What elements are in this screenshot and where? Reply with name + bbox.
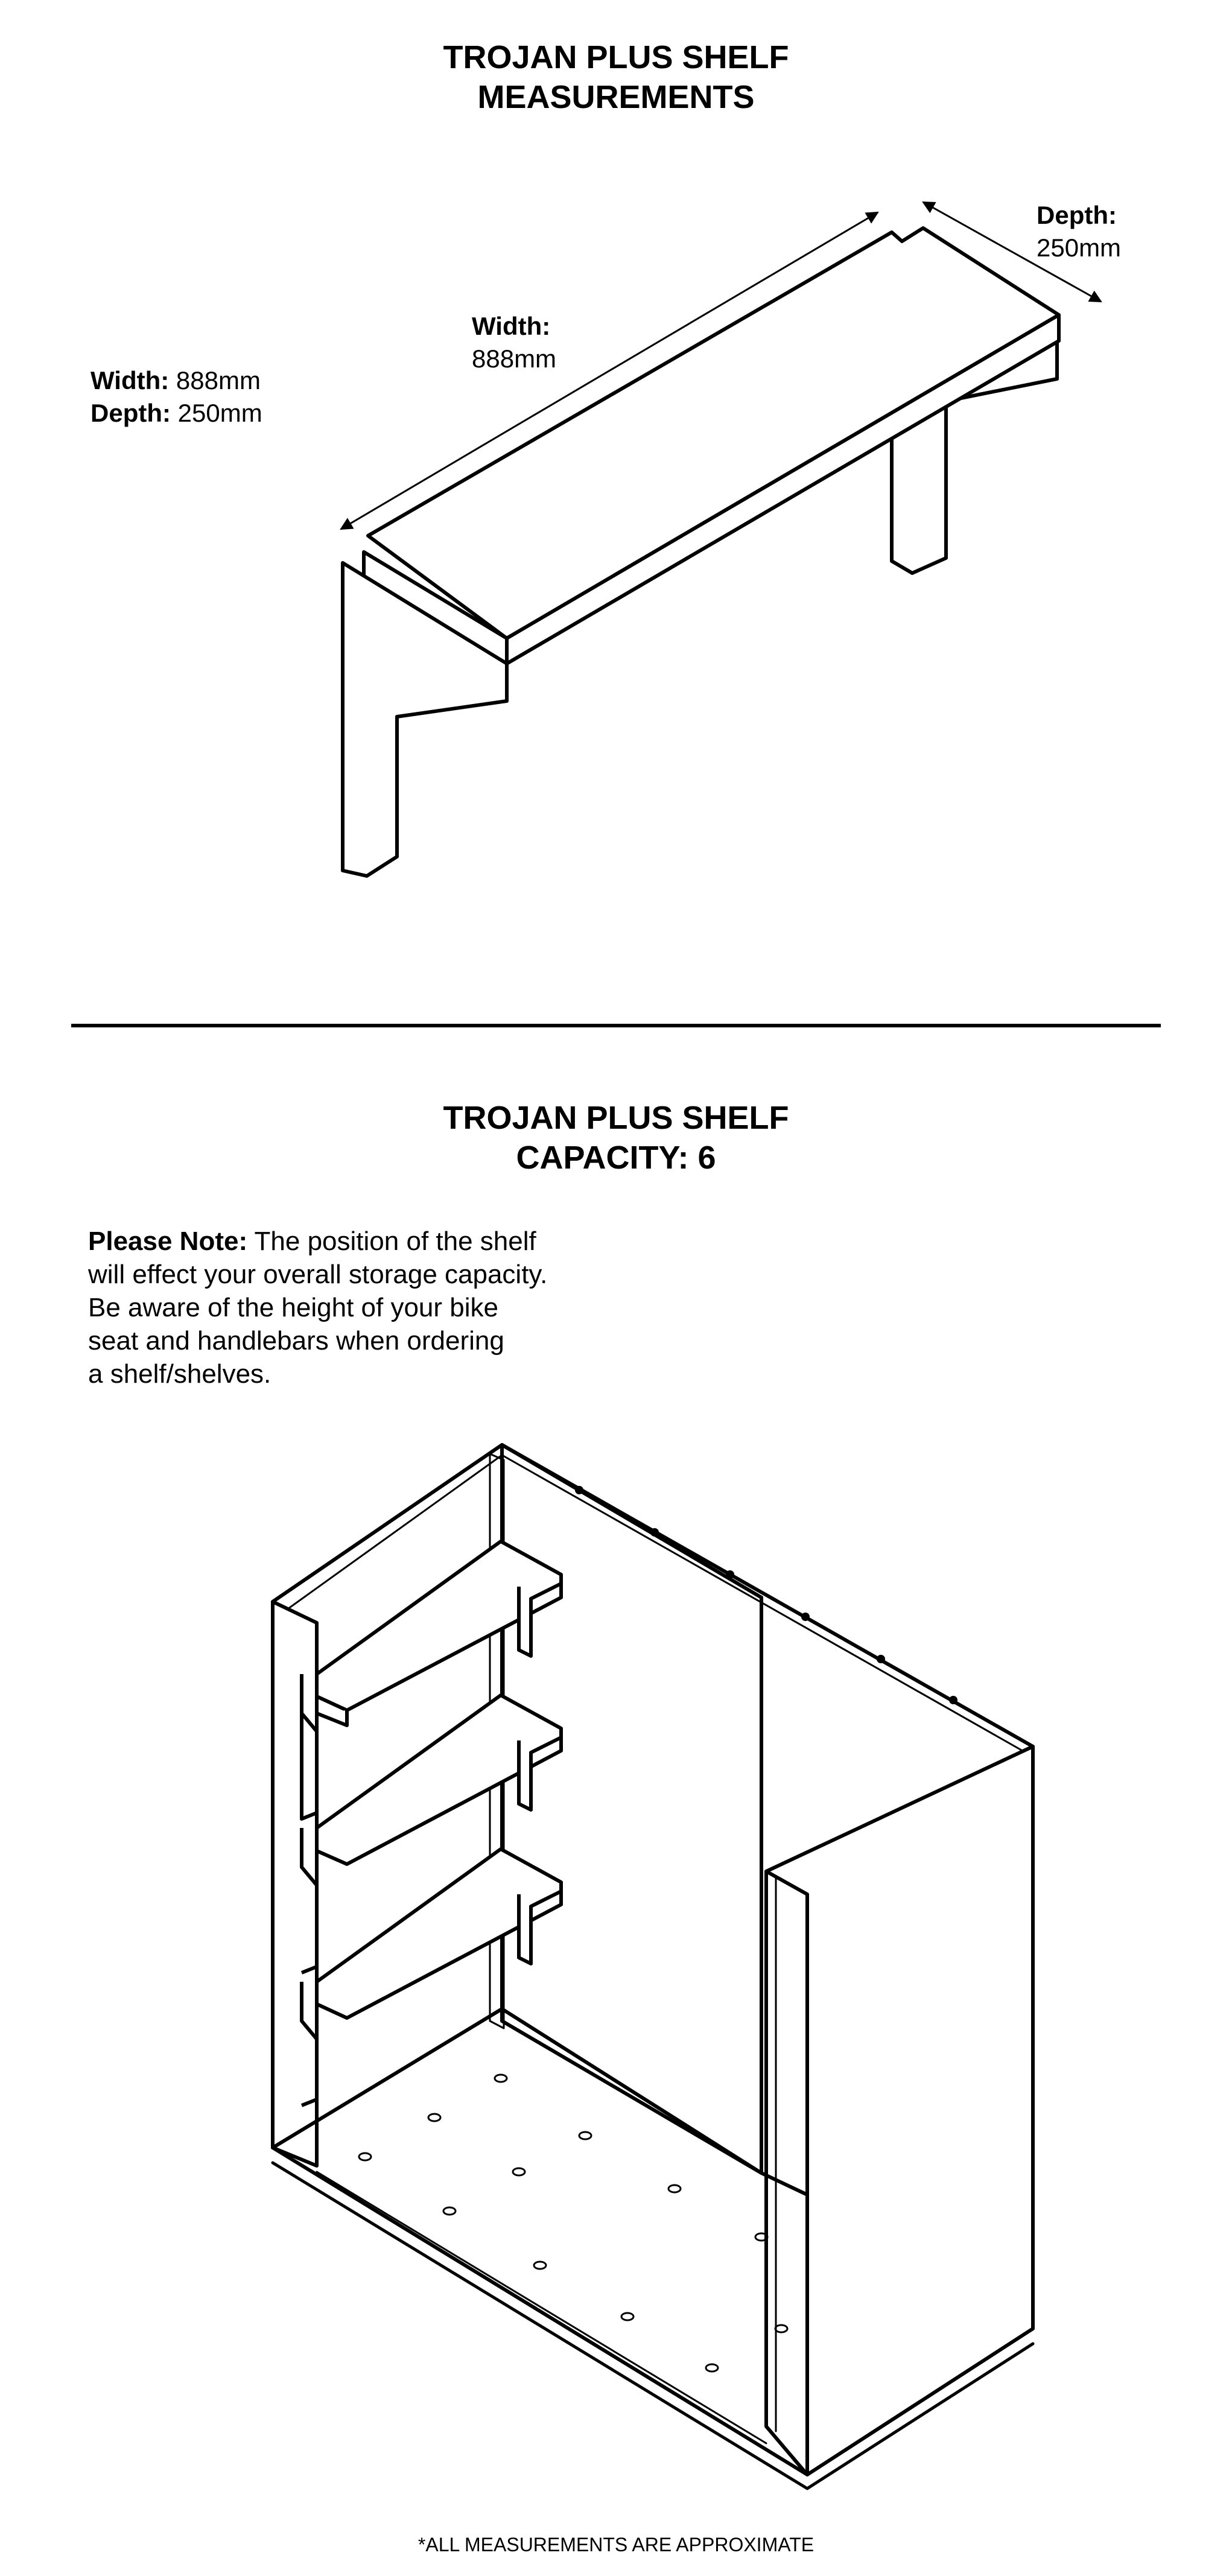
note-text-5: a shelf/shelves. <box>88 1359 271 1389</box>
summary-width-value: 888mm <box>176 366 261 395</box>
right-side-panel <box>766 1746 1033 2475</box>
depth-annotation-label: Depth: <box>1037 201 1117 229</box>
note-text-4: seat and handlebars when ordering <box>88 1326 504 1356</box>
floor-front-edge <box>273 2148 807 2475</box>
note-text-2: will effect your overall storage capacity. <box>88 1260 548 1289</box>
measurements-title-line2: MEASUREMENTS <box>477 79 755 115</box>
roof-rail <box>273 1445 1033 1746</box>
summary-depth-value: 250mm <box>177 399 262 427</box>
note-text-3: Be aware of the height of your bike <box>88 1293 498 1322</box>
summary-width-label: Width: <box>90 366 170 395</box>
width-annotation-value: 888mm <box>472 344 557 373</box>
floor-back-edge <box>273 2009 807 2195</box>
disclaimer: *ALL MEASUREMENTS ARE APPROXIMATE <box>418 2534 814 2555</box>
capacity-title-line1: TROJAN PLUS SHELF <box>443 1100 789 1136</box>
summary-depth-label: Depth: <box>90 399 171 427</box>
depth-annotation-value: 250mm <box>1037 233 1122 262</box>
note-text-1: The position of the shelf <box>254 1226 536 1256</box>
capacity-title-line2: CAPACITY: 6 <box>516 1140 716 1176</box>
note-label: Please Note: <box>88 1226 248 1256</box>
width-annotation-label: Width: <box>472 312 551 340</box>
measurements-title-line1: TROJAN PLUS SHELF <box>443 39 789 75</box>
back-left-panel <box>502 1445 761 2173</box>
